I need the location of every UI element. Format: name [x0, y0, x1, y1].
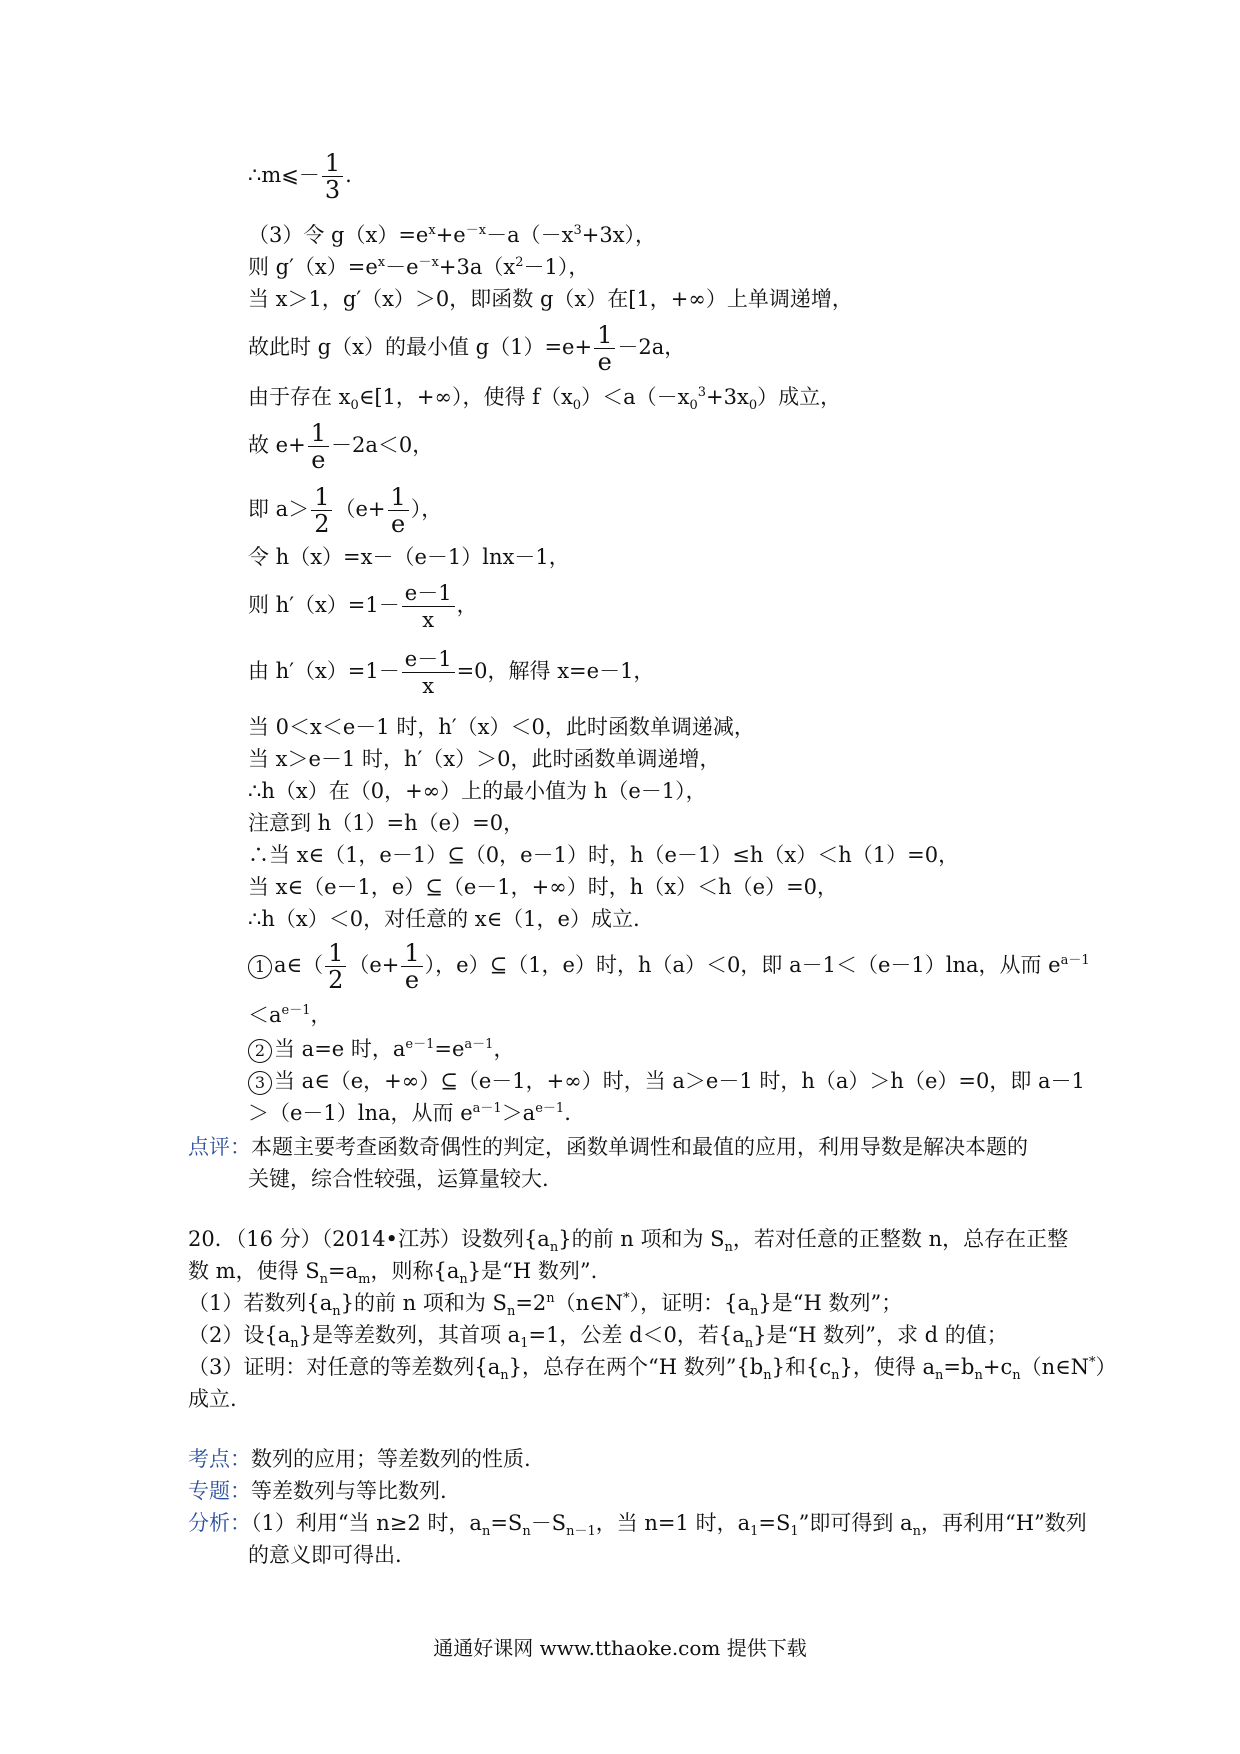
case-b-line: 当 x∈（e－1，e）⊆（e－1，+∞）时，h（x）＜h（e）=0，: [248, 875, 839, 899]
comment-line-2: 关键，综合性较强，运算量较大.: [248, 1167, 549, 1191]
h-definition-line: 令 h（x）=x－（e－1）lnx－1，: [248, 545, 570, 569]
a-greater-line: 即 a＞ $\frac{1}{2}$ （e+ $\frac{1}{e}$ ），: [248, 483, 443, 538]
question2-line: （2）设$\{a_n\}$是等差数列，其首项 $a_1=1$，公差 d＜0，若$\{a_n\}$是“H 数列”，求 d 的值；: [188, 1323, 1008, 1352]
m-result-line: ∴m⩽－ $\frac{1}{3}$ .: [248, 149, 352, 204]
fraction: $\frac{1}{2}$: [325, 940, 346, 993]
fraction: $\frac{1}{e}$: [594, 322, 615, 375]
fraction: $\frac{e-1}{x}$: [402, 646, 455, 699]
problem20-line1: 20．（16 分）（2014•江苏）设数列$\{a_n\}$的前 n 项和为 $S_n$，若对任意的正整数 n，总存在正整: [188, 1227, 1069, 1256]
circled-number: 1: [248, 955, 272, 979]
fraction: $\frac{1}{2}$: [311, 484, 332, 537]
h-zero-line: 由 h′（x）=1－ $\frac{e-1}{x}$ =0，解得 x=e－1，: [248, 647, 655, 698]
case1-continued-line: $<a^{e-1}$，: [248, 1003, 332, 1027]
fraction: $\frac{1}{e}$: [388, 484, 409, 537]
fraction: $\frac{1}{e}$: [401, 940, 422, 993]
h-minimum-line: ∴h（x）在（0，+∞）上的最小值为 h（e－1），: [248, 779, 707, 803]
question1-line: （1）若数列$\{a_n\}$的前 n 项和为 $S_n=2^n(n\in N^*)$，证明：$\{a_n\}$是“H 数列”；: [188, 1291, 903, 1320]
fraction: $\frac{1}{3}$: [322, 150, 343, 203]
question3-continued-line: 成立.: [188, 1387, 237, 1411]
part3-line: （3）令 $g(x)=e^x+e^{-x}-a(-x^3+3x)$，: [248, 223, 657, 247]
kaodian-line: 考点：数列的应用；等差数列的性质.: [188, 1447, 531, 1471]
fenxi-label: 分析：: [188, 1511, 251, 1535]
increasing-line: 当 x＞1，g′（x）＞0，即函数 g（x）在[1，+∞）上单调递增，: [248, 287, 853, 311]
case2-line: 2 当 a=e 时，$a^{e-1}=e^{a-1}$，: [248, 1034, 514, 1064]
kaodian-label: 考点：: [188, 1447, 251, 1471]
case-a-line: ∴当 x∈（1，e－1）⊆（0，e－1）时，h（e－1）≤h（x）＜h（1）=0，: [248, 843, 960, 867]
zhuanti-line: 专题：等差数列与等比数列.: [188, 1479, 447, 1503]
fenxi-line: 分析：（1）利用“当 n≥2 时，$a_n=S_n-S_{n-1}$，当 n=1 时，$a_1=S_1$”即可得到 $a_n$，再利用“H”数列: [188, 1511, 1087, 1540]
problem20-line2: 数 m，使得 $S_n=a_m$，则称$\{a_n\}$是“H 数列”.: [188, 1259, 598, 1288]
fraction: $\frac{1}{e}$: [308, 420, 329, 473]
question3-line: （3）证明：对任意的等差数列$\{a_n\}$，总存在两个“H 数列$”\{b_n\}$和$\{c_n\}$，使得 $a_n=b_n+c_n(n\in N^*)$: [188, 1355, 1117, 1384]
g-derivative-line: 则 $g'(x)=e^x-e^{-x}+3a(x^2-1)$，: [248, 255, 590, 279]
circled-number: 3: [248, 1071, 272, 1095]
case1-line: 1 a∈（ $\frac{1}{2}$ （e+ $\frac{1}{e}$ ），e）⊆（1，e）时，h（a）＜0，即 a－1＜（e－1）lna，从而 $e^{a-1}$: [248, 940, 1090, 993]
circled-number: 2: [248, 1039, 272, 1063]
fenxi-line-2: 的意义即可得出.: [248, 1543, 402, 1567]
inequality-line: 故 e+ $\frac{1}{e}$ －2a＜0，: [248, 419, 434, 474]
comment-label: 点评：: [188, 1135, 251, 1159]
page-footer: 通通好课网 www.tthaoke.com 提供下载: [433, 1636, 807, 1660]
comment-line: 点评：本题主要考查函数奇偶性的判定，函数单调性和最值的应用，利用导数是解决本题的: [188, 1135, 1028, 1159]
h-derivative-line: 则 h′（x）=1－ $\frac{e-1}{x}$ ，: [248, 581, 478, 632]
note-line: 注意到 h（1）=h（e）=0，: [248, 811, 525, 835]
zhuanti-label: 专题：: [188, 1479, 251, 1503]
case3-line: 3 当 a∈（e，+∞）⊆（e－1，+∞）时，当 a＞e－1 时，h（a）＞h（e）=0，即 a－1: [248, 1066, 1085, 1096]
g-minimum-line: 故此时 g（x）的最小值 g（1）=e+ $\frac{1}{e}$ －2a，: [248, 321, 686, 376]
increasing-h-line: 当 x＞e－1 时，h′（x）＞0，此时函数单调递增，: [248, 747, 721, 771]
fraction: $\frac{e-1}{x}$: [402, 580, 455, 633]
existence-line: 由于存在 $x_0\in[1$，+∞），使得 $f(x_0)<a(-x_0^3+3x_0)$成立，: [248, 385, 842, 414]
conclusion-line: ∴h（x）＜0，对任意的 x∈（1，e）成立.: [248, 907, 640, 931]
case3-continued-line: ＞（e－1）lna，从而 $e^{a-1}>a^{e-1}$.: [248, 1101, 571, 1125]
decreasing-line: 当 0＜x＜e－1 时，h′（x）＜0，此时函数单调递减，: [248, 715, 755, 739]
